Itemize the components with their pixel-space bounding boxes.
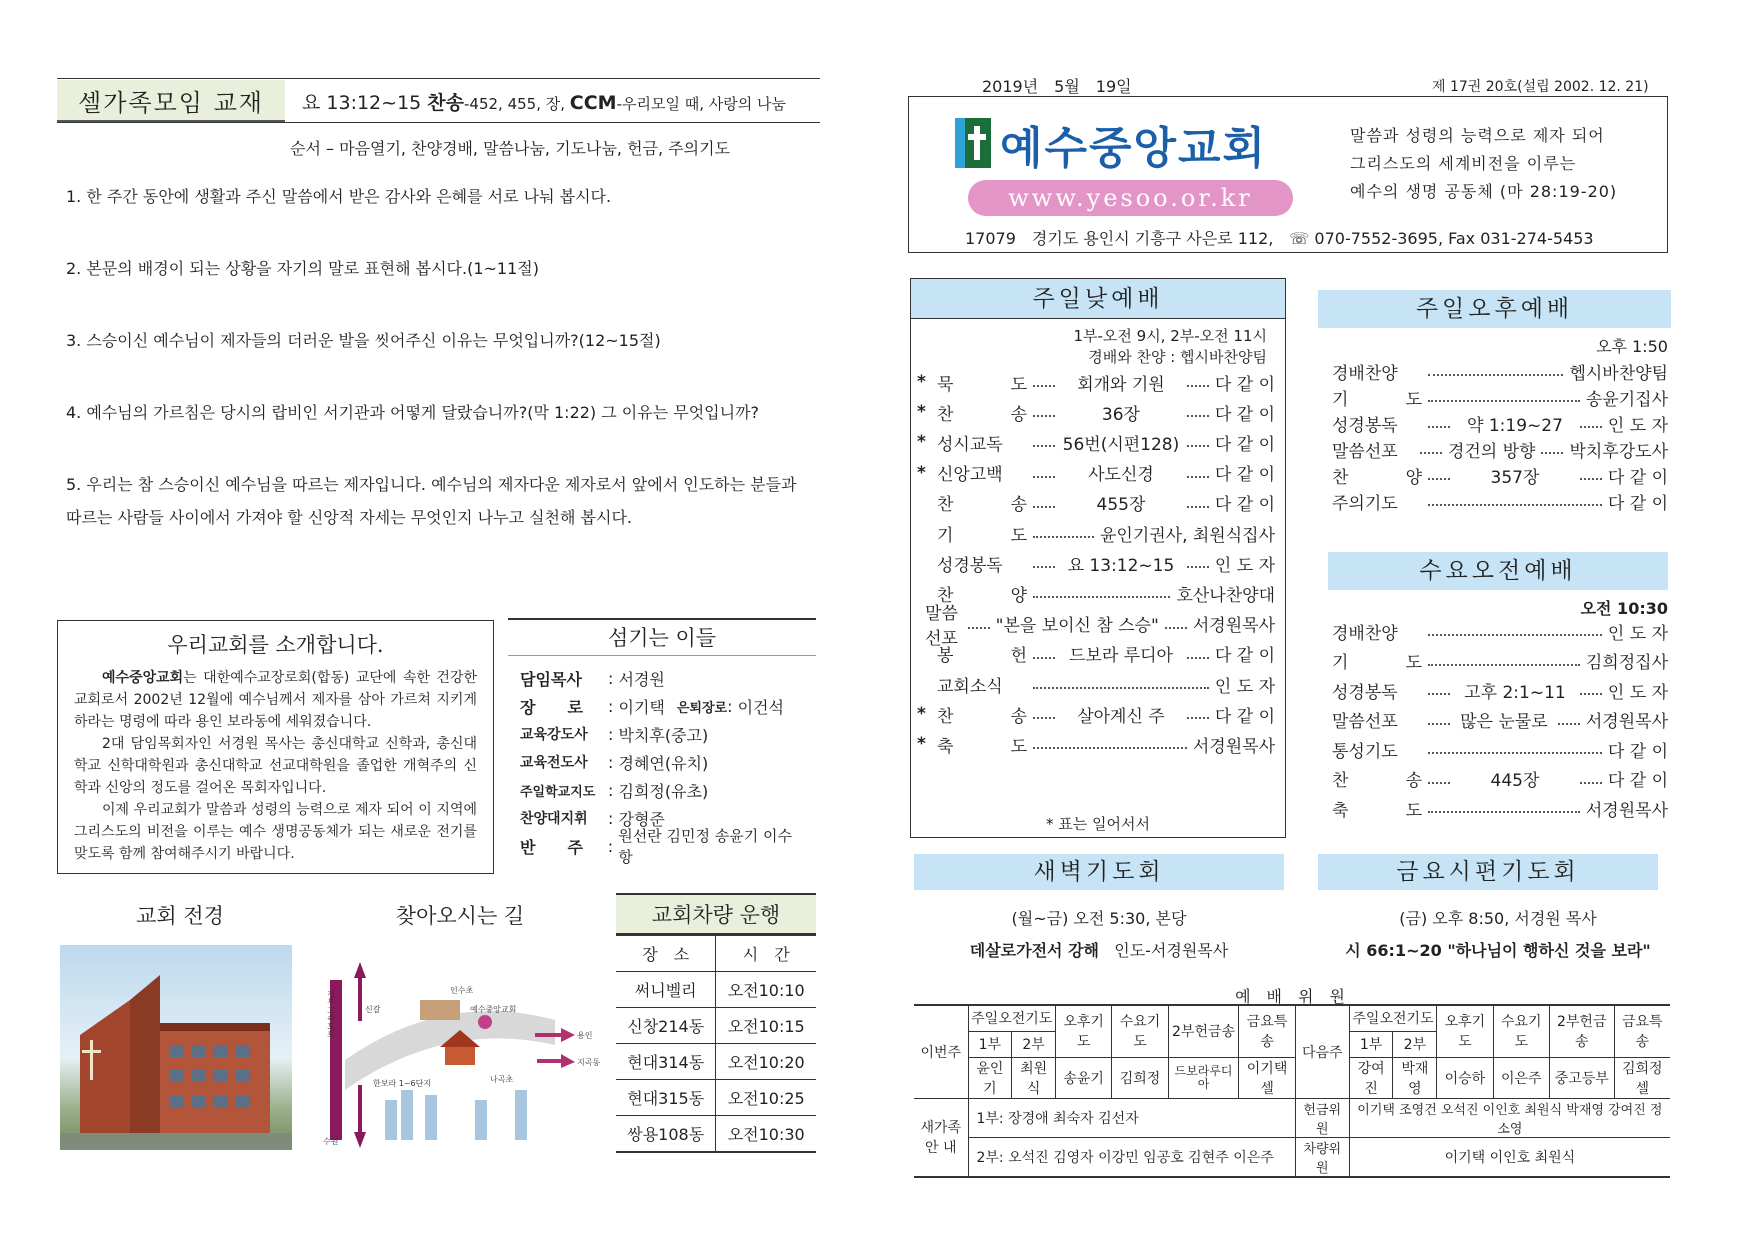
service-order-row <box>917 488 1275 518</box>
order-item-label: 성경봉독 <box>937 555 1003 576</box>
car-header-time: 시 간 <box>716 936 816 972</box>
order-item-detail: 살아계신 주 <box>1077 706 1165 727</box>
leader-dots <box>1033 558 1055 568</box>
hymn: -452, 455, 장, <box>464 95 570 113</box>
staff-list <box>508 656 816 866</box>
order-item-label: 기 도 <box>1332 653 1422 673</box>
map-label-jigok: 지곡동 <box>577 1058 601 1067</box>
service-order-row <box>917 669 1275 699</box>
stand-marker: * <box>917 462 926 483</box>
leader-dots <box>1033 739 1187 749</box>
order-item-label: 말씀선포 <box>925 603 958 649</box>
verse: 요 13:12~15 <box>302 92 422 114</box>
ccm-label: CCM <box>569 92 617 114</box>
staff-row: 교육강도사 : 박치후(중고) <box>520 724 709 745</box>
order-item-leader: 인 도 자 <box>1607 682 1668 703</box>
church-building-image <box>60 945 292 1150</box>
order-item-label: 찬 송 <box>937 404 1027 425</box>
wed-title: 수요오전예배 <box>1328 552 1668 590</box>
question-1: 1. 한 주간 동안에 생활과 주신 말씀에서 받은 감사와 은혜를 서로 나눠 봅시다. <box>66 187 612 206</box>
table-row: 쌍용108동 오전10:30 <box>616 1116 816 1152</box>
service-order-row <box>917 729 1275 759</box>
service-order-row <box>917 518 1275 548</box>
leader-dots <box>1187 649 1209 659</box>
map-label-church: 예수중앙교회 <box>470 1005 517 1014</box>
question-4: 4. 예수님의 가르침은 당시의 랍비인 서기관과 어떻게 달랐습니까?(막 1:22) 그 이유는 무엇입니까? <box>66 403 760 422</box>
staff-row: 주일학교지도 : 김희정(유초) <box>520 780 709 801</box>
stand-marker: * <box>917 372 926 392</box>
map-label-suwon: 수원 <box>323 1137 339 1146</box>
order-item-detail: 요 13:12~15 <box>1067 555 1175 576</box>
order-item-leader: 다 같 이 <box>1607 493 1668 514</box>
order-item-detail: 56번(시편128) <box>1062 434 1180 455</box>
dawn-title: 새벽기도회 <box>914 854 1284 890</box>
intro-p2: 2대 담임목회자인 서경원 목사는 총신대학교 신학과, 총신대학교 신학대학원과 총신대학교 선교대학원을 졸업한 개혁주의 신학과 신앙의 정도를 걸어온 목회자입니다. <box>74 736 477 796</box>
order-item-leader: 인 도 자 <box>1214 676 1275 697</box>
leader-dots <box>1428 685 1450 695</box>
service-order-row <box>1332 764 1668 794</box>
roles-title: 예 배 위 원 <box>1235 987 1345 1006</box>
wed-time: 오전 10:30 <box>1580 599 1668 618</box>
leader-dots <box>1187 709 1209 719</box>
order-item-detail: 445장 <box>1490 771 1540 791</box>
sunday-pm-title: 주일오후예배 <box>1318 290 1671 328</box>
order-item-detail: 회개와 기원 <box>1077 374 1165 395</box>
leader-dots <box>1428 366 1563 376</box>
order-item-label: 성경봉독 <box>1332 415 1398 436</box>
service-order-row <box>917 458 1275 488</box>
staff-row: 반 주 : 원선란 김민정 송윤기 이수항 <box>520 827 792 866</box>
order-item-label: 경배찬양 <box>1332 623 1398 644</box>
order-item-detail: "본을 보이신 참 스승" <box>995 616 1159 637</box>
order-item-detail: 455장 <box>1096 495 1146 516</box>
service-order-row <box>1332 675 1668 705</box>
order-item-leader: 송윤기집사 <box>1585 389 1668 410</box>
leader-dots <box>1033 709 1055 719</box>
question-2: 2. 본문의 배경이 되는 상황을 자기의 말로 표현해 봅시다.(1~11절) <box>66 259 539 278</box>
order-item-label: 축 도 <box>937 736 1027 757</box>
order-item-leader: 다 같 이 <box>1214 646 1275 667</box>
leader-dots <box>1033 588 1170 598</box>
map-label-nagokcho: 나곡초 <box>490 1075 514 1084</box>
service-order-row <box>1332 793 1668 823</box>
order-item-detail: 약 1:19~27 <box>1467 415 1563 436</box>
staff-row: 찬양대지휘 : 강형준 <box>520 808 665 829</box>
order-item-leader: 다 같 이 <box>1214 465 1275 486</box>
map-label-singal: 신갈 <box>365 1005 381 1014</box>
car-table <box>616 935 816 1153</box>
leader-dots <box>1420 444 1442 454</box>
order-item-leader: 다 같 이 <box>1214 434 1275 455</box>
order-item-detail: 드보라 루디아 <box>1068 646 1173 667</box>
map-drawing <box>325 950 615 1150</box>
leader-dots <box>1580 418 1602 428</box>
order-item-leader: 인 도 자 <box>1607 623 1668 644</box>
order-item-label: 성시교독 <box>937 434 1003 455</box>
order-item-leader: 인 도 자 <box>1214 555 1275 576</box>
car-header-place: 장 소 <box>616 936 716 972</box>
order-item-detail: 36장 <box>1101 404 1140 425</box>
church-address: 17079 경기도 용인시 기흥구 사은로 112, ☏ 070-7552-3695, Fax 031-274-5453 <box>965 229 1594 248</box>
stand-marker: * <box>917 432 926 453</box>
title-top-rule <box>57 78 820 79</box>
fri-time: (금) 오후 8:50, 서경원 목사 <box>1399 909 1597 928</box>
photo-title: 교회 전경 <box>136 904 224 928</box>
leader-dots <box>1580 774 1602 784</box>
order-item-leader: 헵시바찬양팀 <box>1569 363 1668 384</box>
leader-dots <box>1033 437 1055 447</box>
leader-dots <box>1428 626 1602 636</box>
order-item-label: 주의기도 <box>1332 493 1398 514</box>
hymn-label: 찬송 <box>427 92 465 114</box>
this-week-label: 이번주 <box>914 1005 968 1098</box>
order-item-detail: 경건의 방향 <box>1447 441 1536 462</box>
leader-dots <box>1033 528 1094 538</box>
leader-dots <box>1428 418 1450 428</box>
roles-table: 이번주 주일오전기도 오후기도 수요기도 2부헌금송 금요특송 다음주 주일오전기도 오후기도 수요기도 2부헌금송 금요특송 1부 2부 1부 2부 윤인기 최원식 송윤기 김희정 드보라루디아 이기택셀 강여진 박재영 이승하 이은주 중고등부 김희정셀 새가족안 내 1부: 장경애 최숙자 김선자 헌금위원 이기택 조영건 오석진 이인호 최원식 박재영 강여진 정소영 2부: 오석진 김영자 이강민 임공호 김현주 이은주 차량위원 이기택 이인호 최원식 <box>914 1004 1670 1178</box>
leader-dots <box>1428 803 1580 813</box>
order-item-detail: 357장 <box>1490 467 1540 488</box>
table-row: 새가족안 내 1부: 장경애 최숙자 김선자 헌금위원 이기택 조영건 오석진 이인호 최원식 박재영 강여진 정소영 <box>914 1098 1670 1137</box>
leader-dots <box>1428 496 1602 506</box>
cross-logo-icon <box>955 118 991 168</box>
question-5: 5. 우리는 참 스승이신 예수님을 따르는 제자입니다. 예수님의 제자다운 제자로서 앞에서 인도하는 분들과 따르는 사람들 사이에서 가져야 할 신앙적 자세는 무엇인지 나누고 실천해 봅시다. <box>66 475 797 527</box>
leader-dots <box>1428 715 1450 725</box>
order-item-detail: 고후 2:1~11 <box>1464 682 1566 703</box>
dawn-book: 데살로가전서 강해 인도-서경원목사 <box>969 941 1229 960</box>
order-item-label: 찬 양 <box>1332 467 1422 488</box>
church-motto: 말씀과 성령의 능력으로 제자 되어 그리스도의 세계비전을 이루는 예수의 생명 공동체 (마 28:19-20) <box>1350 126 1618 201</box>
map-label-yongin: 용인 <box>577 1031 593 1040</box>
service-order-row <box>1332 705 1668 735</box>
leader-dots <box>1187 498 1209 508</box>
stand-marker: * <box>917 734 926 755</box>
order-item-leader: 다 같 이 <box>1607 741 1668 762</box>
sunday-am-title: 주일낮예배 <box>911 279 1285 319</box>
order-item-label: 기 도 <box>1332 389 1422 410</box>
order-item-leader: 서경원목사 <box>1585 800 1668 821</box>
order-item-leader: 호산나찬양대 <box>1176 585 1275 606</box>
car-schedule <box>616 893 816 1153</box>
leader-dots <box>1033 468 1055 478</box>
bulletin-date: 2019년 5월 19일 <box>982 77 1132 96</box>
service-order-row <box>1332 616 1668 646</box>
order-item-leader: 서경원목사 <box>1585 712 1668 732</box>
order-item-leader: 다 같 이 <box>1214 374 1275 395</box>
service-order-row <box>917 699 1275 729</box>
staff-row: 담임목사 : 서경원 <box>520 668 665 689</box>
leader-dots <box>1428 470 1450 480</box>
order-item-label: 찬 송 <box>1332 771 1422 791</box>
leader-dots <box>1541 444 1563 454</box>
table-row: 써니벨리 오전10:10 <box>616 972 816 1008</box>
title-bottom-rule <box>57 122 820 123</box>
leader-dots <box>1428 774 1450 784</box>
map-label-inseoncho: 인수초 <box>450 986 474 995</box>
order-item-label: 묵 도 <box>937 374 1027 395</box>
order-item-label: 말씀선포 <box>1332 441 1398 462</box>
leader-dots <box>1558 715 1580 725</box>
sunday-pm-time: 오후 1:50 <box>1596 337 1668 356</box>
staff-row: 교육전도사 : 경혜연(유치) <box>520 752 709 773</box>
order-item-leader: 다 같 이 <box>1607 467 1668 488</box>
leader-dots <box>1033 377 1055 387</box>
map-title: 찾아오시는 길 <box>395 904 525 928</box>
question-3: 3. 스승이신 예수님이 제자들의 더러운 발을 씻어주신 이유는 무엇입니까?(12~15절) <box>66 331 661 350</box>
sunday-am-box <box>910 278 1286 838</box>
staff-title: 섬기는 이들 <box>508 620 816 656</box>
intro-p1: 는 대한예수교장로회(합동) 교단에 속한 건강한 교회로서 2002년 12월에 예수님께서 제자를 삼아 가르쳐 지키게 하라는 명령에 따라 용인 보라동에 세워졌습니다. <box>74 670 477 730</box>
leader-dots <box>968 619 990 629</box>
table-row: 윤인기 최원식 송윤기 김희정 드보라루디아 이기택셀 강여진 박재영 이승하 이은주 중고등부 김희정셀 <box>914 1057 1670 1098</box>
order-item-label: 기 도 <box>937 525 1027 546</box>
new-family-label: 새가족안 내 <box>914 1098 968 1177</box>
order-item-label: 찬 송 <box>937 706 1027 727</box>
order-item-label: 통성기도 <box>1332 741 1398 762</box>
order-item-leader: 다 같 이 <box>1214 495 1275 516</box>
staff-section <box>508 618 816 866</box>
service-order-row <box>917 427 1275 457</box>
directions-map <box>325 950 615 1150</box>
order-item-leader: 다 같 이 <box>1214 706 1275 727</box>
standing-note: * 표는 일어서서 <box>1046 815 1150 833</box>
stand-marker: * <box>917 402 926 423</box>
order-item-leader: 다 같 이 <box>1607 771 1668 791</box>
leader-dots <box>1187 558 1209 568</box>
service-order-row <box>917 603 1275 649</box>
order-item-detail: 많은 눈물로 <box>1460 712 1548 732</box>
service-order-row <box>917 548 1275 578</box>
leader-dots <box>1428 392 1580 402</box>
stand-marker: * <box>917 704 926 725</box>
service-order-row <box>917 367 1275 397</box>
order-item-leader: 박치후강도사 <box>1569 441 1668 462</box>
fri-title: 금요시편기도회 <box>1318 854 1658 890</box>
leader-dots <box>1033 679 1209 689</box>
car-title: 교회차량 운행 <box>616 893 816 935</box>
table-row: 신창214동 오전10:15 <box>616 1008 816 1044</box>
cell-study-title: 셀가족모임 교재 <box>57 80 285 122</box>
service-order-row <box>917 397 1275 427</box>
leader-dots <box>1187 468 1209 478</box>
ccm: -우리모일 때, 사랑의 나눔 <box>616 95 786 113</box>
order-item-label: 성경봉독 <box>1332 682 1398 703</box>
sunday-am-time: 1부-오전 9시, 2부-오전 11시 <box>1073 327 1267 345</box>
leader-dots <box>1187 437 1209 447</box>
verse-line <box>302 88 786 115</box>
fri-text: 시 66:1~20 "하나님이 행하신 것을 보라" <box>1345 941 1651 960</box>
service-order-row <box>1332 486 1668 516</box>
leader-dots <box>1428 744 1602 754</box>
leader-dots <box>1580 685 1602 695</box>
order-item-label: 교회소식 <box>937 676 1003 697</box>
table-row: 2부: 오석진 김영자 이강민 임공호 김현주 이은주 차량위원 이기택 이인호 최원식 <box>914 1137 1670 1177</box>
leader-dots <box>1165 619 1187 629</box>
intro-church-name: 예수중앙교회 <box>102 670 184 686</box>
staff-row: 장 로 : 이기택 은퇴장로 : 이건석 <box>520 696 784 717</box>
dawn-time: (월~금) 오전 5:30, 본당 <box>1011 909 1187 928</box>
table-row: 현대315동 오전10:25 <box>616 1080 816 1116</box>
leader-dots <box>1428 656 1580 666</box>
meeting-order: 순서 – 마음열기, 찬양경배, 말씀나눔, 기도나눔, 헌금, 주의기도 <box>290 139 730 158</box>
leader-dots <box>1580 470 1602 480</box>
order-item-label: 찬 양 <box>937 585 1027 606</box>
order-item-leader: 김희정집사 <box>1585 653 1668 673</box>
map-label-hanbora: 한보라 1~6단지 <box>373 1079 432 1088</box>
leader-dots <box>1033 498 1055 508</box>
intro-text <box>74 667 477 865</box>
intro-title: 우리교회를 소개합니다. <box>167 633 384 657</box>
church-name: 예수중앙교회 <box>1000 123 1268 174</box>
leader-dots <box>1033 407 1055 417</box>
church-intro-box <box>57 620 494 874</box>
service-order-row <box>917 639 1275 669</box>
sunday-am-praise: 경배와 찬양 : 헵시바찬양팀 <box>1088 348 1267 366</box>
order-item-label: 봉 헌 <box>937 646 1027 667</box>
order-item-label: 말씀선포 <box>1332 712 1398 732</box>
bulletin-issue: 제 17권 20호(설립 2002. 12. 21) <box>1432 79 1649 95</box>
order-item-leader: 윤인기권사, 최원식집사 <box>1099 525 1275 546</box>
intro-p3: 이제 우리교회가 말씀과 성령의 능력으로 제자 되어 이 지역에 그리스도의 비전을 이루는 예수 생명공동체가 되는 새로운 전기를 맞도록 함께 참여해주시기 바랍니다. <box>74 802 477 862</box>
church-url[interactable]: www.yesoo.or.kr <box>968 180 1293 216</box>
order-item-label: 경배찬양 <box>1332 363 1398 384</box>
leader-dots <box>1187 377 1209 387</box>
service-order-row <box>1332 646 1668 676</box>
leader-dots <box>1033 649 1055 659</box>
order-item-leader: 서경원목사 <box>1192 616 1275 637</box>
leader-dots <box>1187 407 1209 417</box>
table-row: 현대314동 오전10:20 <box>616 1044 816 1080</box>
order-item-leader: 서경원목사 <box>1192 736 1275 757</box>
service-order-row <box>1332 734 1668 764</box>
order-item-label: 찬 송 <box>937 495 1027 516</box>
order-item-leader: 인 도 자 <box>1607 415 1668 436</box>
map-label-highway: 경부고속도로 <box>326 990 336 1038</box>
church-photo <box>60 945 292 1150</box>
order-item-detail: 사도신경 <box>1088 465 1154 486</box>
order-item-label: 축 도 <box>1332 800 1422 821</box>
service-order-row <box>917 578 1275 608</box>
next-week-label: 다음주 <box>1295 1005 1349 1098</box>
order-item-leader: 다 같 이 <box>1214 404 1275 425</box>
order-item-label: 신앙고백 <box>937 465 1003 486</box>
